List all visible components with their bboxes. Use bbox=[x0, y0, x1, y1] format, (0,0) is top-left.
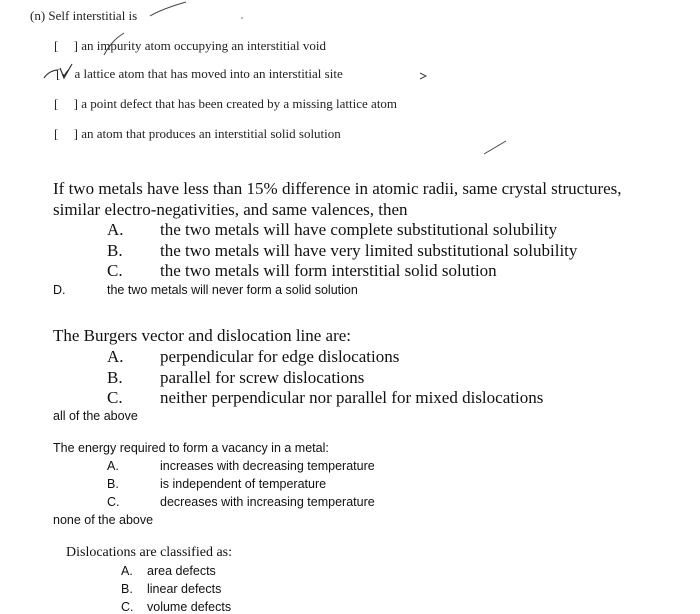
q5-option-c[interactable]: volume defects bbox=[147, 600, 232, 614]
q2-option-a-letter: A. bbox=[107, 220, 124, 239]
q4-option-a[interactable]: increases with decreasing temperature bbox=[160, 459, 375, 473]
q3-option-b[interactable]: parallel for screw dislocations bbox=[160, 368, 365, 387]
checkbox-bracket: [ bbox=[54, 96, 59, 111]
option-text: an atom that produces an interstitial solid solution bbox=[81, 126, 341, 141]
q3-option-c-letter: C. bbox=[107, 388, 123, 407]
pen-arrow bbox=[420, 73, 426, 79]
q5-option-c-letter: C. bbox=[121, 600, 134, 614]
q3-option-c[interactable]: neither perpendicular nor parallel for mixed dislocations bbox=[160, 388, 544, 407]
q2-option-d[interactable]: the two metals will never form a solid solution bbox=[107, 283, 358, 297]
q2-stem-line2: similar electro-negativities, and same valences, then bbox=[53, 200, 408, 219]
pen-dash bbox=[484, 141, 506, 154]
q1-option-1[interactable] bbox=[54, 38, 326, 54]
q3-option-a[interactable]: perpendicular for edge dislocations bbox=[160, 347, 400, 366]
q2-option-b-letter: B. bbox=[107, 241, 123, 260]
q2-option-a[interactable]: the two metals will have complete substitutional solubility bbox=[160, 220, 558, 239]
checkbox-bracket: [ bbox=[54, 126, 59, 141]
q4-option-b[interactable]: is independent of temperature bbox=[160, 477, 327, 491]
checkbox-bracket-close: ] bbox=[73, 126, 78, 141]
q3-option-d[interactable]: all of the above bbox=[53, 409, 138, 423]
q4-stem: The energy required to form a vacancy in a metal: bbox=[53, 441, 329, 455]
option-text: a lattice atom that has moved into an interstitial site bbox=[74, 66, 343, 81]
q5-option-b[interactable]: linear defects bbox=[147, 582, 222, 596]
q1-option-2[interactable] bbox=[56, 66, 343, 82]
q4-option-a-letter: A. bbox=[107, 459, 119, 473]
q3-option-b-letter: B. bbox=[107, 368, 123, 387]
q3-option-a-letter: A. bbox=[107, 347, 124, 366]
q4-option-c-letter: C. bbox=[107, 495, 120, 509]
q1-option-4[interactable] bbox=[54, 126, 341, 142]
checkbox-bracket: [ bbox=[54, 38, 59, 53]
checkbox-bracket-close: ] bbox=[73, 38, 78, 53]
q4-option-c[interactable]: decreases with increasing temperature bbox=[160, 495, 375, 509]
q2-stem-line1: If two metals have less than 15% difference in atomic radii, same crystal structures, bbox=[53, 179, 622, 198]
q1-option-3[interactable] bbox=[54, 96, 397, 112]
option-text: a point defect that has been created by a missing lattice atom bbox=[81, 96, 398, 111]
q4-option-b-letter: B. bbox=[107, 477, 119, 491]
pen-stroke-title bbox=[150, 2, 186, 16]
q4-option-d[interactable]: none of the above bbox=[53, 513, 154, 527]
q1-title: (n) Self interstitial is bbox=[30, 8, 138, 23]
q2-option-b[interactable]: the two metals will have very limited substitutional solubility bbox=[160, 241, 578, 260]
q5-option-b-letter: B. bbox=[121, 582, 133, 596]
q5-stem: Dislocations are classified as: bbox=[66, 545, 233, 560]
checkbox-bracket-close: ] bbox=[73, 96, 78, 111]
checkbox-checked: [✓ bbox=[56, 66, 72, 81]
q2-option-d-letter: D. bbox=[53, 283, 66, 297]
q2-option-c[interactable]: the two metals will form interstitial solid solution bbox=[160, 261, 497, 280]
q5-option-a[interactable]: area defects bbox=[147, 564, 216, 578]
pen-dot bbox=[241, 17, 243, 19]
q2-option-c-letter: C. bbox=[107, 261, 123, 280]
q5-option-a-letter: A. bbox=[121, 564, 133, 578]
option-text: an impurity atom occupying an interstitial void bbox=[81, 38, 326, 53]
q3-stem: The Burgers vector and dislocation line are: bbox=[53, 326, 352, 345]
